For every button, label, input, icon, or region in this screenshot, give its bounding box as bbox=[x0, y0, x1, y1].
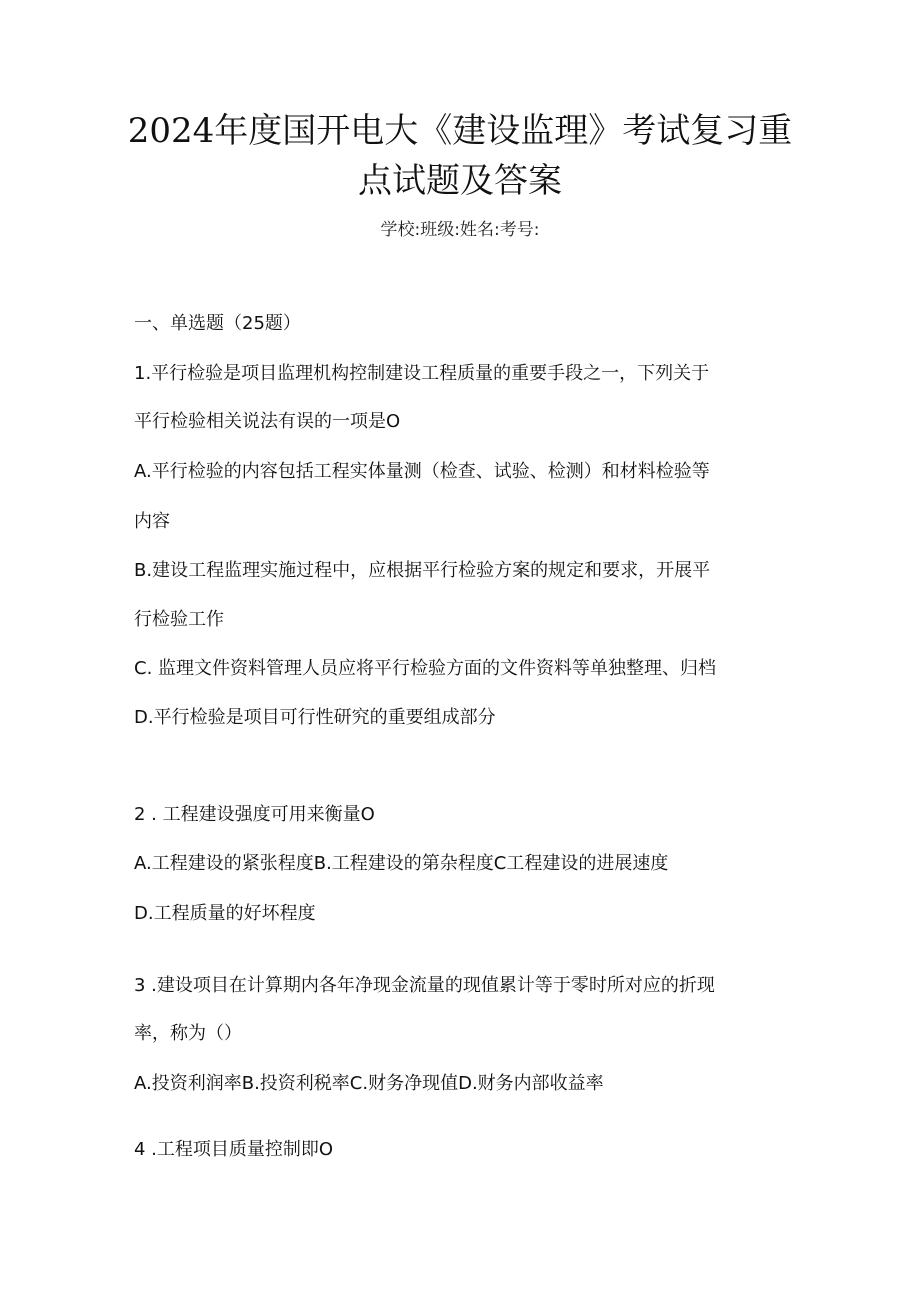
document-title-line-1: 2024年度国开电大《建设监理》考试复习重 bbox=[127, 111, 793, 151]
question-2-stem: 2 . 工程建设强度可用来衡量O bbox=[134, 804, 375, 825]
section-heading: 一、单选题（25题） bbox=[134, 313, 301, 334]
question-3-options: A.投资利润率B.投资利税率C.财务净现值D.财务内部收益率 bbox=[134, 1073, 604, 1094]
question-1-option-a-line-2: 内容 bbox=[134, 511, 170, 532]
question-1-line-2: 平行检验相关说法有误的一项是O bbox=[134, 411, 401, 432]
question-3-line-2: 率，称为（） bbox=[134, 1023, 242, 1044]
question-1-line-1: 1.平行检验是项目监理机构控制建设工程质量的重要手段之一，下列关于 bbox=[134, 363, 710, 384]
question-1-option-c: C. 监理文件资料管理人员应将平行检验方面的文件资料等单独整理、归档 bbox=[134, 658, 717, 679]
question-2-option-d: D.工程质量的好坏程度 bbox=[134, 903, 316, 924]
question-1-option-d: D.平行检验是项目可行性研究的重要组成部分 bbox=[134, 707, 496, 728]
question-1-option-a-line-1: A.平行检验的内容包括工程实体量测（检查、试验、检测）和材料检验等 bbox=[134, 461, 710, 482]
question-1-option-b-line-1: B.建设工程监理实施过程中，应根据平行检验方案的规定和要求，开展平 bbox=[134, 560, 711, 581]
student-info-line: 学校:班级:姓名:考号: bbox=[380, 220, 540, 240]
question-3-line-1: 3 .建设项目在计算期内各年净现金流量的现值累计等于零时所对应的折现 bbox=[134, 975, 715, 996]
question-1-option-b-line-2: 行检验工作 bbox=[134, 609, 224, 630]
question-4-stem: 4 .工程项目质量控制即O bbox=[134, 1139, 334, 1160]
question-2-options-abc: A.工程建设的紧张程度B.工程建设的第杂程度C工程建设的进展速度 bbox=[134, 853, 669, 874]
document-title-line-2: 点试题及答案 bbox=[358, 161, 562, 201]
